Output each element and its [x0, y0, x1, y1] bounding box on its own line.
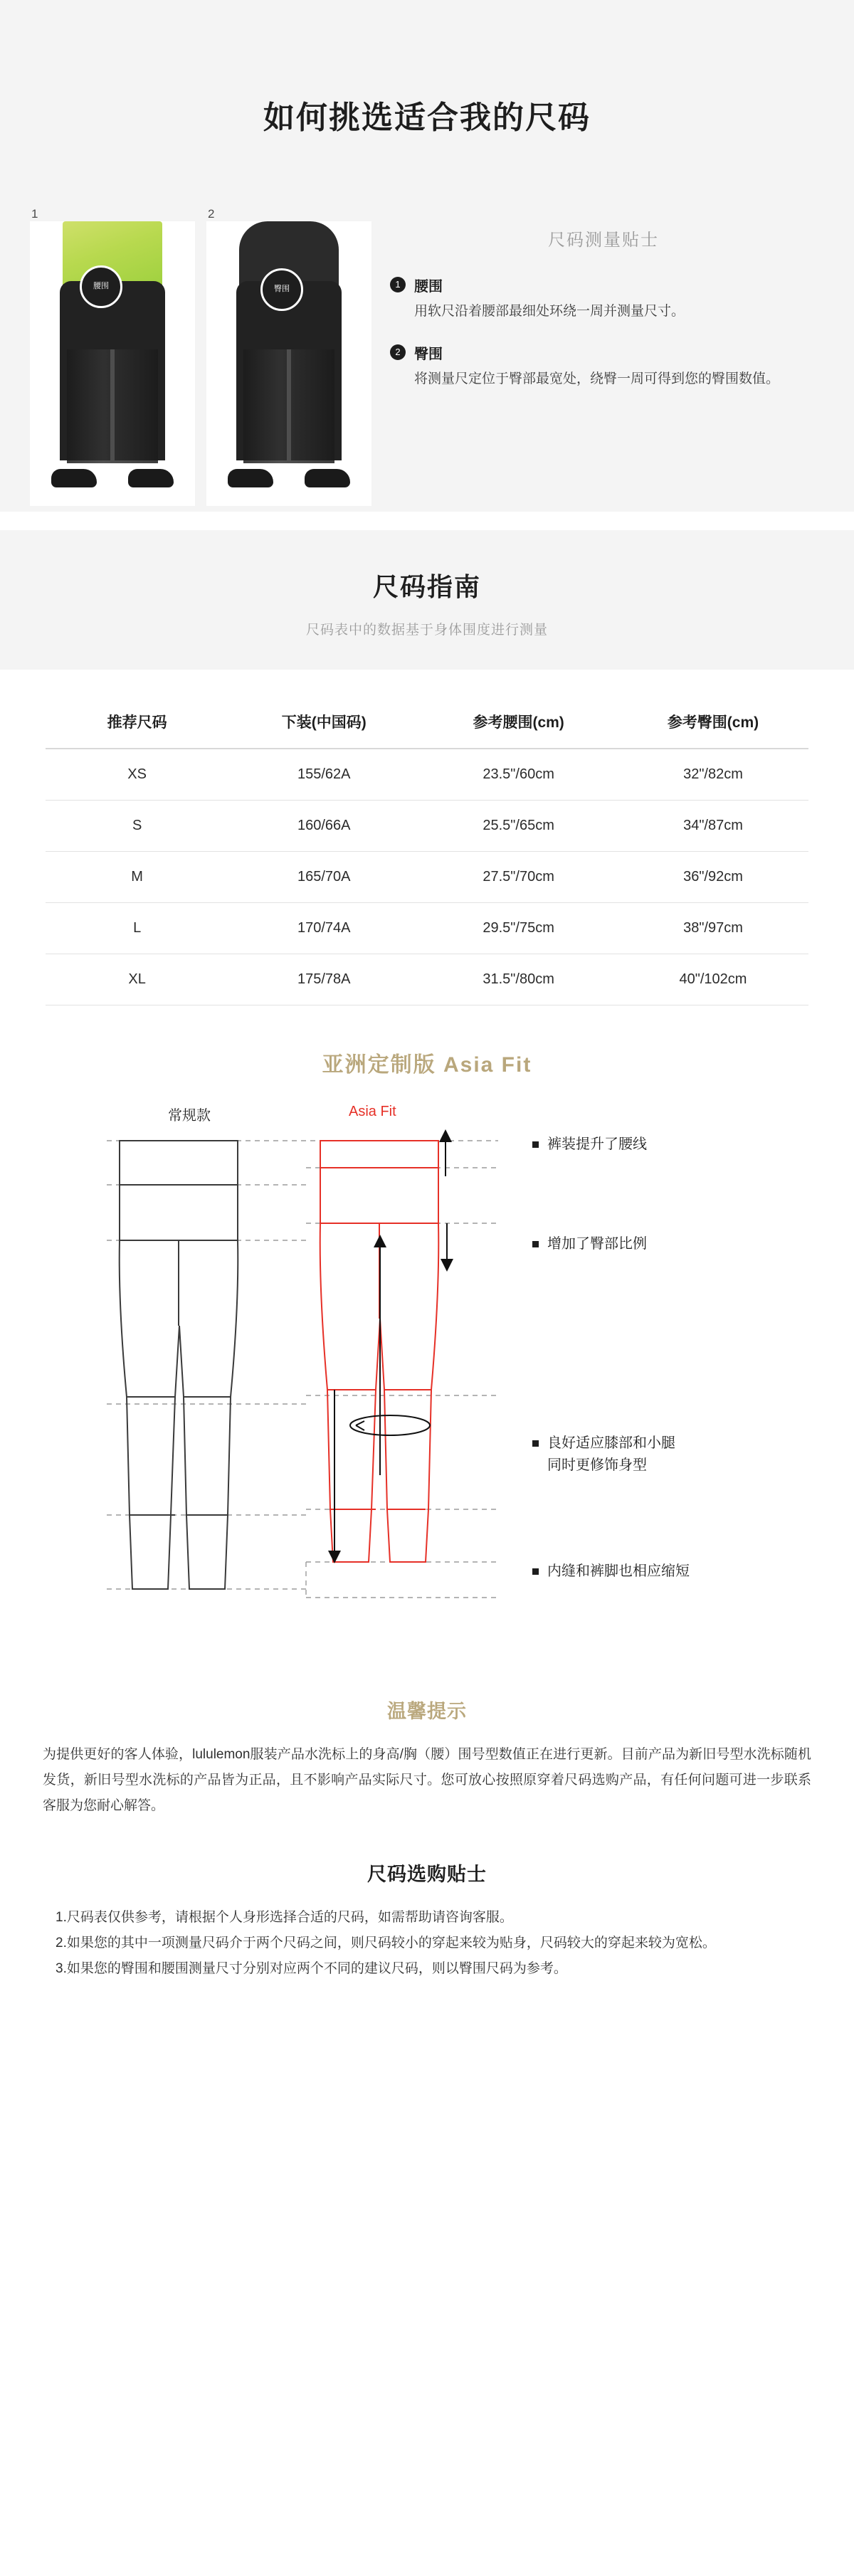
measuring-tips-area [0, 206, 854, 512]
tip-content-1 [414, 275, 817, 322]
bullet-waistline [532, 1134, 647, 1156]
cell-hip: 36"/92cm [618, 851, 808, 902]
tip-title-1: 腰围 [414, 278, 443, 295]
tip-badge-1: 1 [390, 277, 406, 292]
cell-waist: 27.5"/70cm [419, 851, 618, 902]
notice-title: 温馨提示 [387, 1700, 467, 1722]
cell-waist: 29.5"/75cm [419, 902, 618, 954]
bullet-knee-calf [532, 1432, 675, 1477]
table-row [46, 851, 808, 902]
figure-front [30, 206, 195, 512]
size-guide-header-section [0, 530, 854, 670]
figure-back [206, 206, 371, 512]
tip-desc-2: 将测量尺定位于臀部最宽处，绕臀一周可得到您的臀围数值。 [414, 371, 780, 386]
tips-text-block [390, 206, 817, 410]
tip-desc-1: 用软尺沿着腰部最细处环绕一周并测量尺寸。 [414, 303, 685, 319]
bullet-text: 裤装提升了腰线 [547, 1136, 647, 1152]
cell-hip: 32"/82cm [618, 749, 808, 801]
cell-cn-size: 170/74A [228, 902, 419, 954]
buying-tip-item: 3.如果您的臀围和腰围测量尺寸分别对应两个不同的建议尺码，则以臀围尺码为参考。 [56, 1960, 567, 1976]
table-row [46, 749, 808, 801]
asia-fit-title: 亚洲定制版 Asia Fit [322, 1052, 532, 1077]
cell-hip: 40"/102cm [618, 954, 808, 1005]
leg-shading-front [67, 349, 158, 463]
cell-size: S [46, 800, 228, 851]
cell-waist: 23.5"/60cm [419, 749, 618, 801]
column-header-size: 推荐尺码 [46, 701, 228, 749]
bullet-inseam [532, 1561, 690, 1583]
bullet-square-icon [532, 1141, 539, 1148]
cell-hip: 38"/97cm [618, 902, 808, 954]
column-header-cn-size: 下装(中国码) [228, 701, 419, 749]
notice-section [0, 1674, 854, 1826]
waist-marker: 腰围 [80, 265, 122, 308]
tip-content-2 [414, 342, 817, 390]
size-guide-title: 尺码指南 [372, 571, 481, 601]
cell-cn-size: 175/78A [228, 954, 419, 1005]
table-row [46, 954, 808, 1005]
hero-section [0, 0, 854, 512]
figure-group [30, 206, 371, 512]
page-title: 如何挑选适合我的尺码 [263, 100, 591, 136]
shoe-right-back [305, 469, 350, 487]
asia-fit-diagram [0, 1091, 854, 1674]
bullet-hip-proportion [532, 1233, 647, 1255]
notice-body: 为提供更好的客人体验，lululemon服装产品水洗标上的身高/胸（腰）围号型数值正在进行更新。目前产品为新旧号型水洗标随机发货，新旧号型水洗标的产品皆为正品，且不影响产品实际尺寸。您可放心按照原穿着尺码选购产品，有任何问题可进一步联系客服为您耐心解答。 [43, 1746, 811, 1813]
buying-tip-item: 1.尺码表仅供参考，请根据个人身形选择合适的尺码，如需帮助请咨询客服。 [56, 1909, 513, 1925]
shoe-left-front [51, 469, 97, 487]
cell-cn-size: 165/70A [228, 851, 419, 902]
tip-item-hip [390, 342, 817, 390]
bullet-square-icon [532, 1568, 539, 1575]
table-row [46, 902, 808, 954]
label-regular-fit: 常规款 [168, 1107, 211, 1124]
figure-front-image [30, 221, 195, 506]
tip-title-2: 臀围 [414, 346, 443, 362]
size-guide-subtitle: 尺码表中的数据基于身体围度进行测量 [305, 622, 548, 638]
table-row [46, 800, 808, 851]
cell-hip: 34"/87cm [618, 800, 808, 851]
bullet-text-line1: 良好适应膝部和小腿 [547, 1435, 675, 1451]
column-header-hip: 参考臀围(cm) [618, 701, 808, 749]
leg-shading-back [243, 349, 334, 463]
cell-waist: 31.5"/80cm [419, 954, 618, 1005]
bullet-text: 内缝和裤脚也相应缩短 [547, 1563, 690, 1579]
buying-tips-title: 尺码选购贴士 [367, 1863, 487, 1885]
label-asia-fit: Asia Fit [349, 1103, 396, 1119]
bullet-square-icon [532, 1440, 539, 1447]
shoe-left-back [228, 469, 273, 487]
buying-tips-section [0, 1826, 854, 2025]
bullet-text: 增加了臀部比例 [547, 1235, 647, 1252]
cell-size: XS [46, 749, 228, 801]
cell-size: M [46, 851, 228, 902]
bullet-square-icon [532, 1241, 539, 1247]
column-header-waist: 参考腰围(cm) [419, 701, 618, 749]
table-header-row [46, 701, 808, 749]
tips-heading: 尺码测量贴士 [548, 230, 659, 250]
cell-cn-size: 155/62A [228, 749, 419, 801]
shoe-right-front [128, 469, 174, 487]
asia-fit-section [0, 1047, 854, 1674]
cell-size: L [46, 902, 228, 954]
cell-cn-size: 160/66A [228, 800, 419, 851]
cell-size: XL [46, 954, 228, 1005]
figure-back-image [206, 221, 371, 506]
hip-marker: 臀围 [260, 268, 303, 311]
figure-number-2: 2 [208, 206, 215, 221]
fit-comparison-illustration [0, 1091, 854, 1674]
buying-tip-item: 2.如果您的其中一项测量尺码介于两个尺码之间，则尺码较小的穿起来较为贴身，尺码较大的穿起来较为宽松。 [56, 1935, 716, 1951]
tip-item-waist [390, 275, 817, 322]
size-table [46, 701, 808, 1005]
tip-badge-2: 2 [390, 344, 406, 360]
cell-waist: 25.5"/65cm [419, 800, 618, 851]
bullet-text-group [547, 1432, 675, 1477]
bullet-text-line2: 同时更修饰身型 [547, 1457, 647, 1473]
figure-number-1: 1 [31, 206, 38, 221]
